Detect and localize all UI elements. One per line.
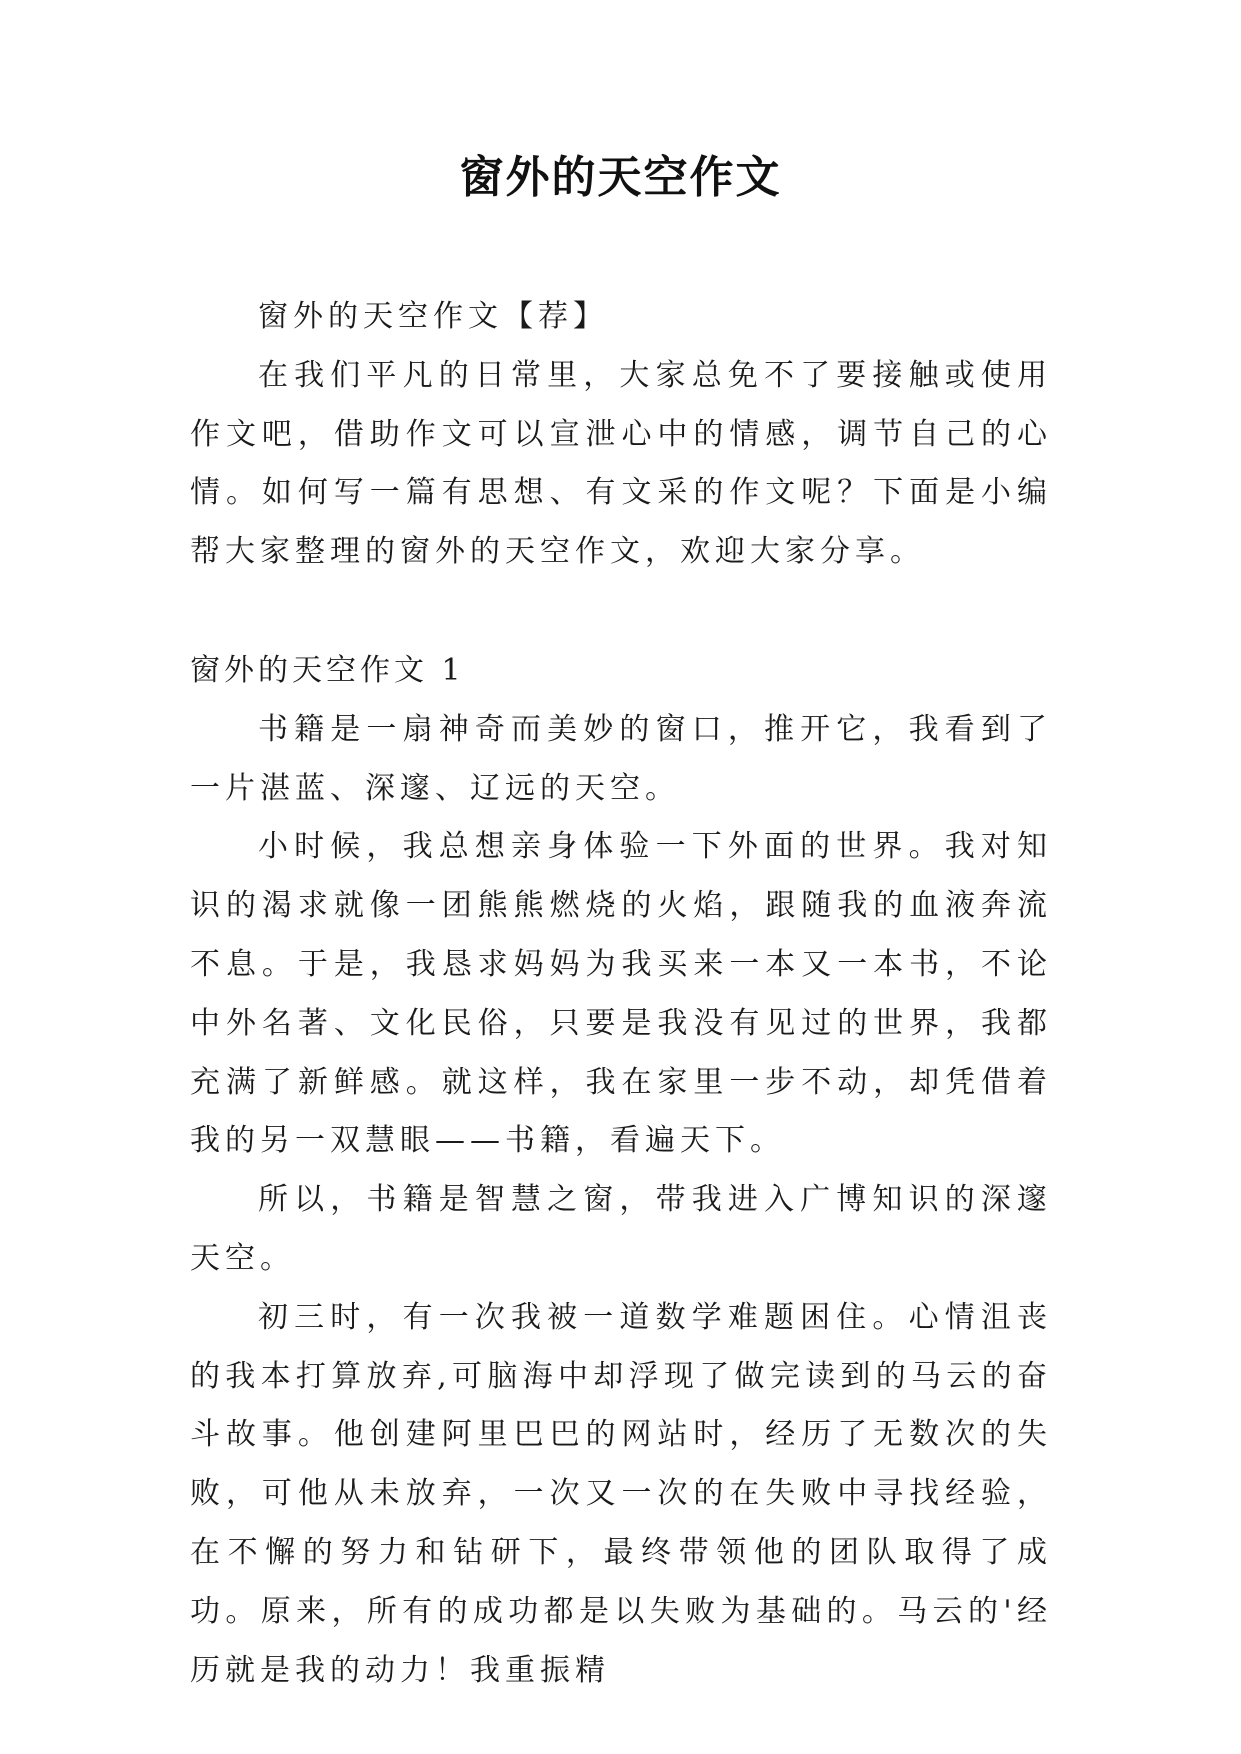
section-spacer	[190, 582, 1052, 642]
document-body	[190, 288, 1052, 1700]
body-paragraph: 小时候，我总想亲身体验一下外面的世界。我对知识的渴求就像一团熊熊燃烧的火焰，跟随我的血液奔流不息。于是，我恳求妈妈为我买来一本又一本书，不论中外名著、文化民俗，只要是我没有见过的世界，我都充满了新鲜感。就这样，我在家里一步不动，却凭借着我的另一双慧眼——书籍，看遍天下。	[190, 829, 1052, 1159]
page-title: 窗外的天空作文	[459, 152, 782, 203]
document-subtitle: 窗外的天空作文【荐】	[258, 299, 608, 334]
body-paragraph: 书籍是一扇神奇而美妙的窗口，推开它，我看到了一片湛蓝、深邃、辽远的天空。	[190, 711, 1052, 806]
body-paragraph: 初三时，有一次我被一道数学难题困住。心情沮丧的我本打算放弃,可脑海中却浮现了做完读到的马云的奋斗故事。他创建阿里巴巴的网站时，经历了无数次的失败，可他从未放弃，一次又一次的在失败中寻找经验，在不懈的努力和钻研下，最终带领他的团队取得了成功。原来，所有的成功都是以失败为基础的。马云的'经历就是我的动力！我重振精	[190, 1299, 1052, 1688]
body-paragraph: 所以，书籍是智慧之窗，带我进入广博知识的深邃天空。	[190, 1182, 1052, 1276]
intro-paragraph: 在我们平凡的日常里，大家总免不了要接触或使用作文吧，借助作文可以宣泄心中的情感，调节自己的心情。如何写一篇有思想、有文采的作文呢？下面是小编帮大家整理的窗外的天空作文，欢迎大家分享。	[190, 357, 1052, 570]
section-heading: 窗外的天空作文 1	[190, 652, 465, 688]
